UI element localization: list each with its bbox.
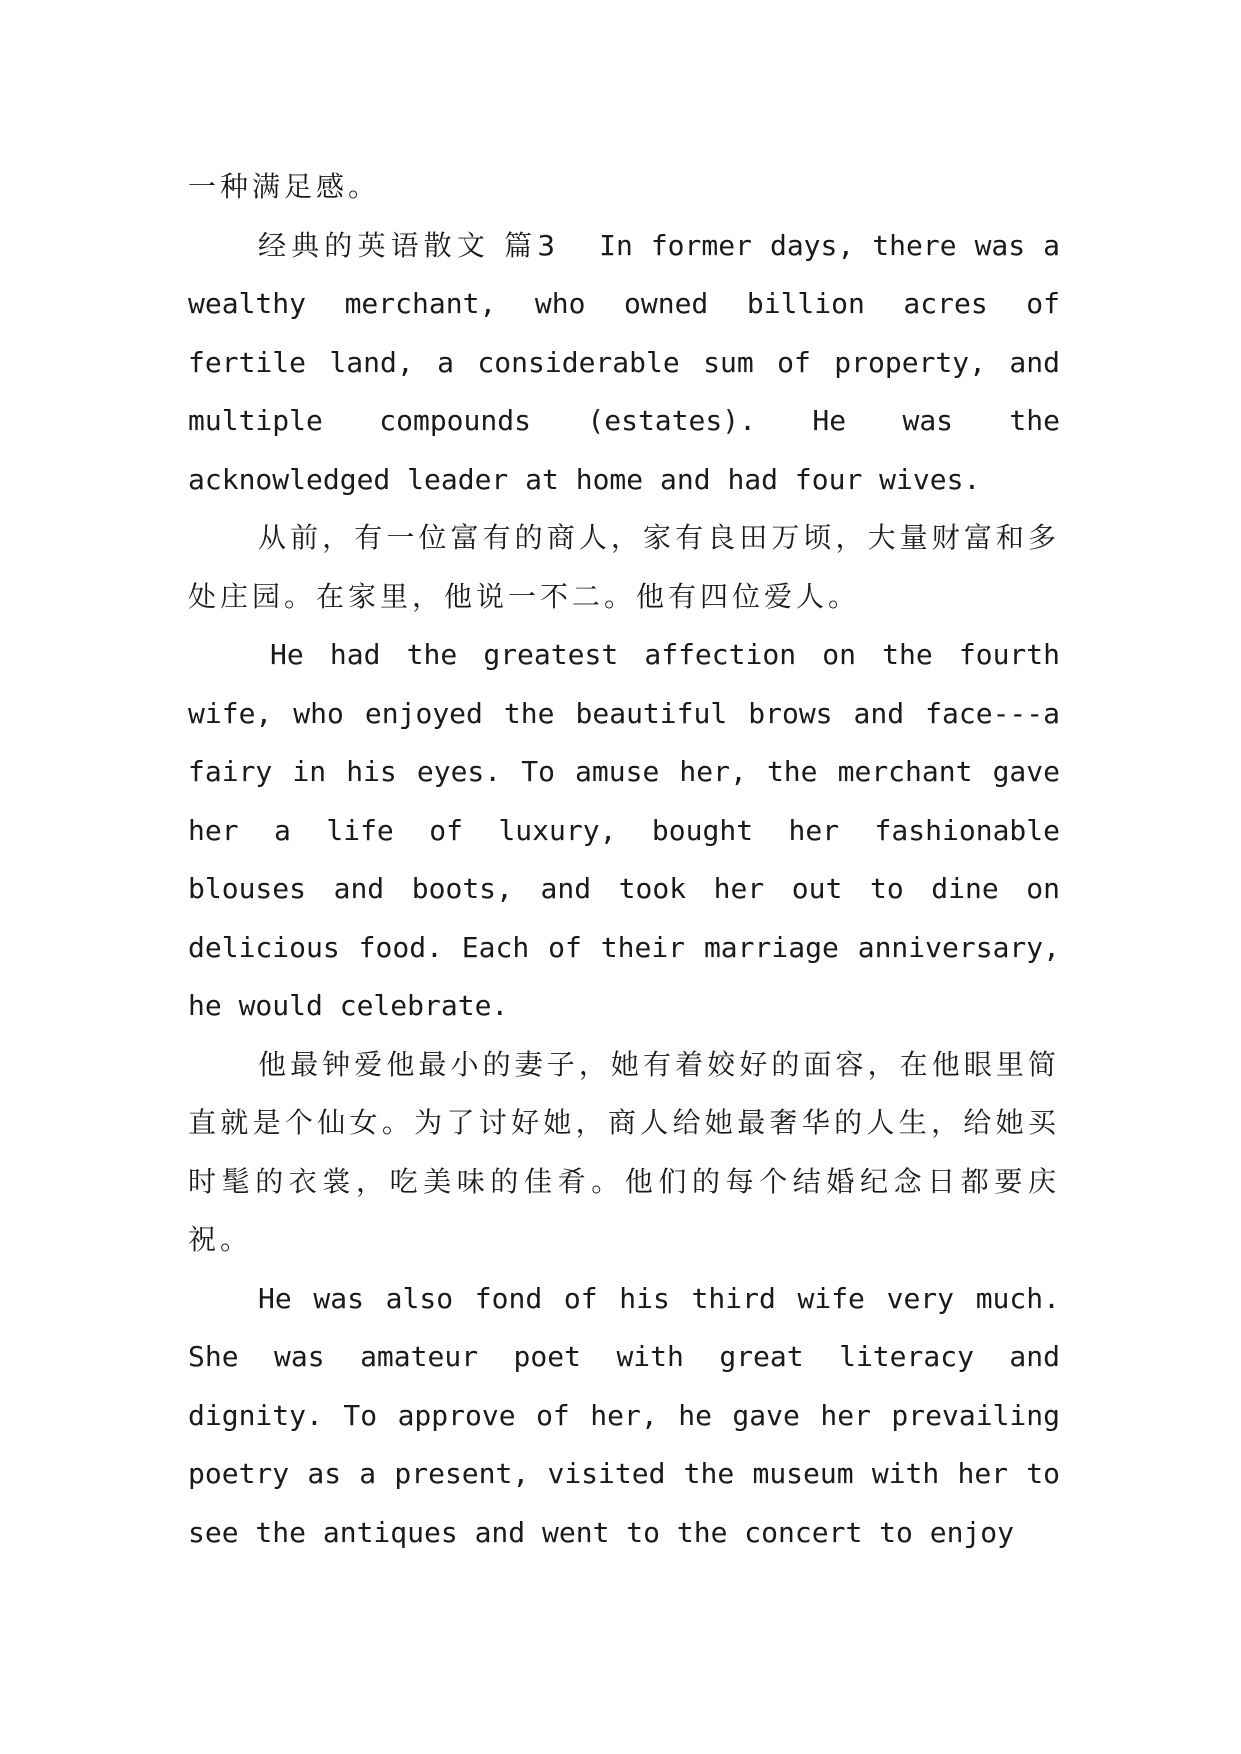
paragraph-heading-en <box>188 217 1060 510</box>
section-heading: 经典的英语散文 篇3 <box>258 228 560 262</box>
english-paragraph-1: In former days, there was a wealthy merchant, who owned billion acres of fertile land, a considerable sum of property, and multiple compounds (estates). He was the acknowledged leader at home and had four wives. <box>188 228 1061 496</box>
document-body <box>188 158 1060 1562</box>
paragraph-continuation: 一种满足感。 <box>188 170 381 203</box>
chinese-paragraph-2: 他最钟爱他最小的妻子，她有着姣好的面容，在他眼里简直就是个仙女。为了讨好她，商人给她最奢华的人生，给她买时髦的衣裳，吃美味的佳肴。他们的每个结婚纪念日都要庆祝。 <box>188 1047 1060 1256</box>
chinese-paragraph-1: 从前，有一位富有的商人，家有良田万顷，大量财富和多处庄园。在家里，他说一不二。他有四位爱人。 <box>188 521 1060 613</box>
english-paragraph-3: He was also fond of his third wife very much. She was amateur poet with great literacy and dignity. To approve of her, he gave her prevailing poetry as a present, visited the museum with her to see the antiques and went to the concert to enjoy <box>188 1281 1060 1549</box>
english-paragraph-2: He had the greatest affection on the fourth wife, who enjoyed the beautiful brows and face---a fairy in his eyes. To amuse her, the merchant gave her a life of luxury, bought her fashionable blouses and boots, and took her out to dine on delicious food. Each of their marriage anniversary, he would celebrate. <box>188 638 1060 1022</box>
